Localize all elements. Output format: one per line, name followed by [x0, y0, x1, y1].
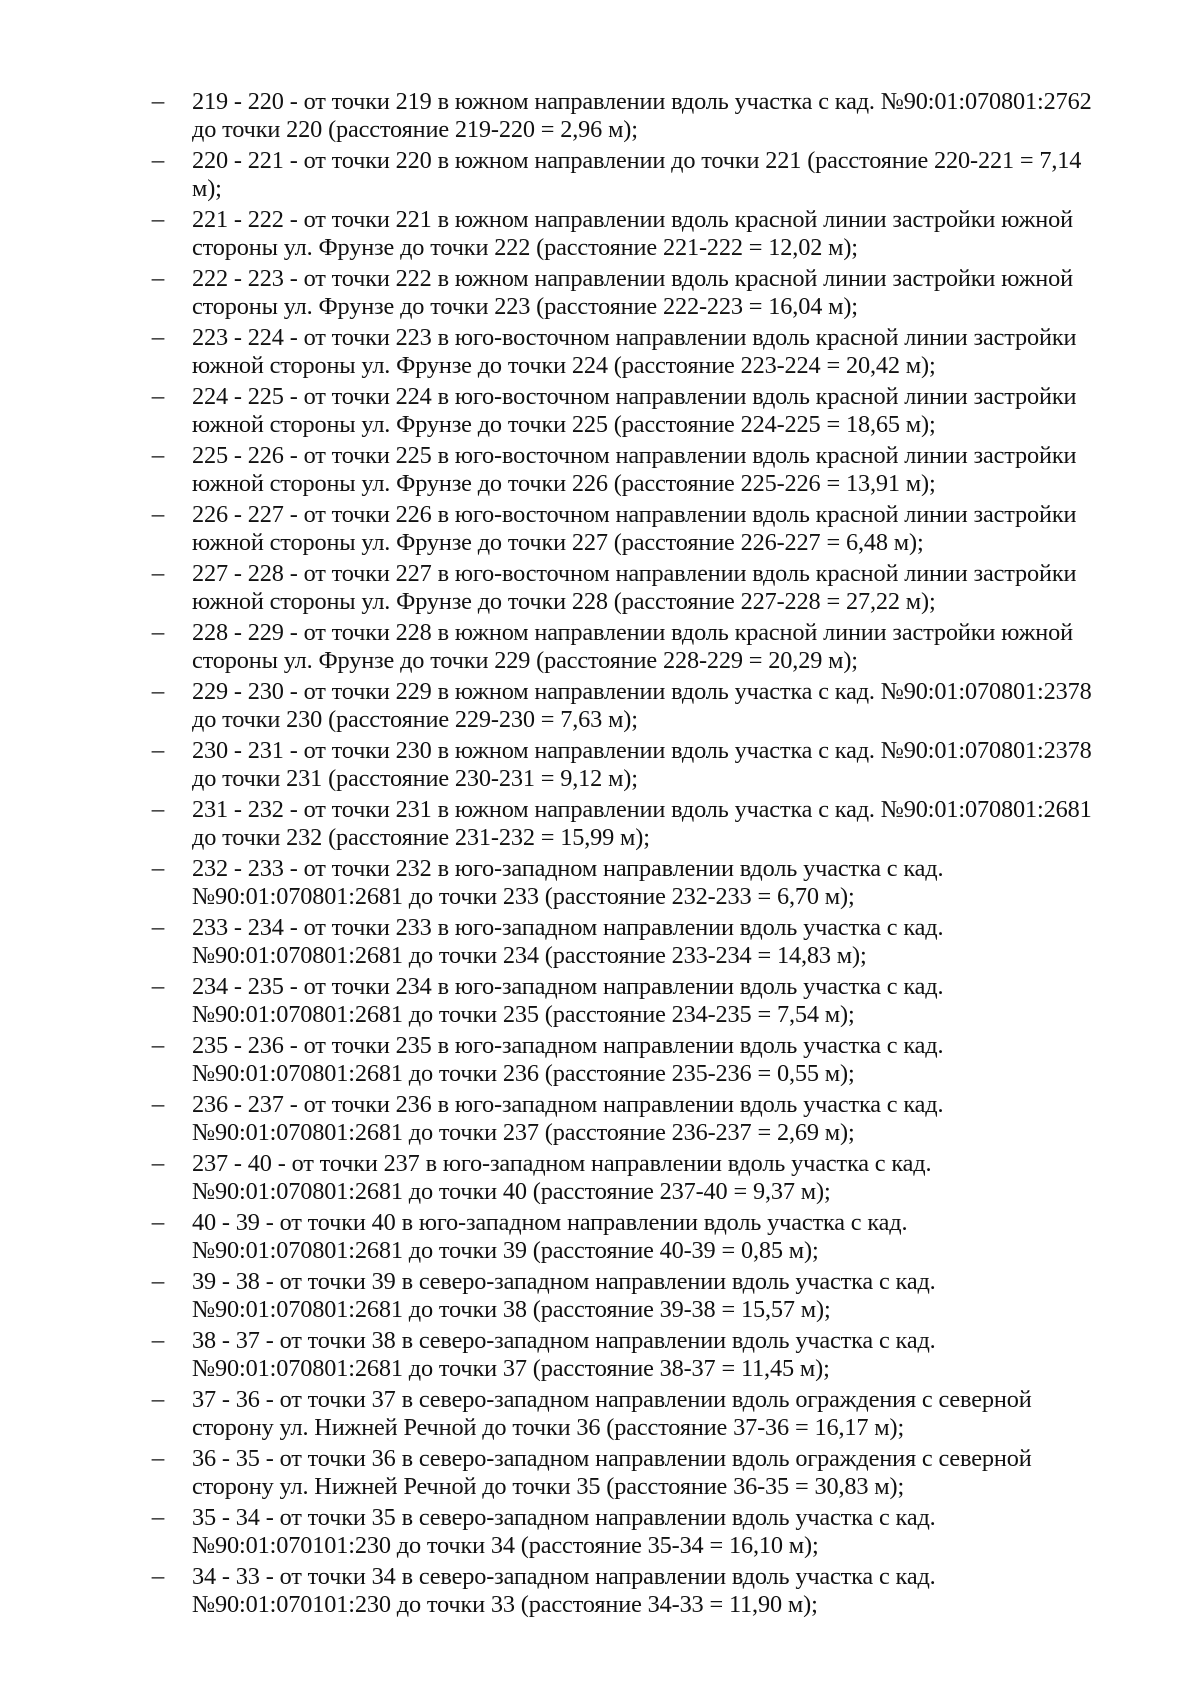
segment-line-continuation: №90:01:070801:2681 до точки 38 (расстояние 39-38 = 15,57 м);	[192, 1296, 831, 1323]
segment-line-continuation: №90:01:070801:2681 до точки 37 (расстояние 38-37 = 11,45 м);	[192, 1355, 830, 1382]
list-dash-marker: –	[151, 383, 165, 410]
segment-line-continuation: стороны ул. Фрунзе до точки 229 (расстояние 228-229 = 20,29 м);	[192, 647, 858, 674]
segment-line-continuation: южной стороны ул. Фрунзе до точки 228 (расстояние 227-228 = 27,22 м);	[192, 588, 936, 615]
segment-line-continuation: сторону ул. Нижней Речной до точки 36 (расстояние 37-36 = 16,17 м);	[192, 1414, 905, 1441]
list-item	[0, 1209, 1200, 1265]
list-item	[0, 1563, 1200, 1619]
list-dash-marker: –	[151, 1327, 165, 1354]
list-dash-marker: –	[151, 973, 165, 1000]
list-item	[0, 501, 1200, 557]
segment-line-first: 225 - 226 - от точки 225 в юго-восточном направлении вдоль красной линии застройки	[192, 442, 1077, 469]
list-item	[0, 560, 1200, 616]
segment-line-continuation: №90:01:070101:230 до точки 33 (расстояние 34-33 = 11,90 м);	[192, 1591, 818, 1618]
segment-line-first: 37 - 36 - от точки 37 в северо-западном направлении вдоль ограждения с северной	[192, 1386, 1032, 1413]
segment-line-continuation: южной стороны ул. Фрунзе до точки 225 (расстояние 224-225 = 18,65 м);	[192, 411, 936, 438]
segment-line-continuation: до точки 232 (расстояние 231-232 = 15,99 м);	[192, 824, 650, 851]
list-dash-marker: –	[151, 737, 165, 764]
list-item	[0, 206, 1200, 262]
list-dash-marker: –	[151, 1386, 165, 1413]
list-item	[0, 88, 1200, 144]
segment-line-first: 235 - 236 - от точки 235 в юго-западном направлении вдоль участка с кад.	[192, 1032, 944, 1059]
segment-line-continuation: №90:01:070801:2681 до точки 237 (расстояние 236-237 = 2,69 м);	[192, 1119, 855, 1146]
list-item	[0, 1268, 1200, 1324]
list-dash-marker: –	[151, 914, 165, 941]
list-dash-marker: –	[151, 206, 165, 233]
segment-line-first: 219 - 220 - от точки 219 в южном направлении вдоль участка с кад. №90:01:070801:2762	[192, 88, 1092, 115]
segment-line-continuation: стороны ул. Фрунзе до точки 223 (расстояние 222-223 = 16,04 м);	[192, 293, 858, 320]
list-dash-marker: –	[151, 265, 165, 292]
segment-line-first: 223 - 224 - от точки 223 в юго-восточном направлении вдоль красной линии застройки	[192, 324, 1077, 351]
list-item	[0, 737, 1200, 793]
list-item	[0, 1504, 1200, 1560]
segment-line-first: 228 - 229 - от точки 228 в южном направлении вдоль красной линии застройки южной	[192, 619, 1073, 646]
list-dash-marker: –	[151, 324, 165, 351]
segment-line-continuation: №90:01:070101:230 до точки 34 (расстояние 35-34 = 16,10 м);	[192, 1532, 819, 1559]
segment-line-first: 236 - 237 - от точки 236 в юго-западном направлении вдоль участка с кад.	[192, 1091, 944, 1118]
list-item	[0, 1032, 1200, 1088]
segment-line-continuation: м);	[192, 175, 222, 202]
list-item	[0, 383, 1200, 439]
list-item	[0, 1091, 1200, 1147]
segment-line-continuation: южной стороны ул. Фрунзе до точки 227 (расстояние 226-227 = 6,48 м);	[192, 529, 924, 556]
segment-line-continuation: стороны ул. Фрунзе до точки 222 (расстояние 221-222 = 12,02 м);	[192, 234, 858, 261]
list-item	[0, 324, 1200, 380]
segment-line-continuation: до точки 220 (расстояние 219-220 = 2,96 м);	[192, 116, 638, 143]
list-dash-marker: –	[151, 1032, 165, 1059]
list-item	[0, 1386, 1200, 1442]
segment-line-first: 231 - 232 - от точки 231 в южном направлении вдоль участка с кад. №90:01:070801:2681	[192, 796, 1092, 823]
segment-line-continuation: №90:01:070801:2681 до точки 236 (расстояние 235-236 = 0,55 м);	[192, 1060, 855, 1087]
segment-line-continuation: сторону ул. Нижней Речной до точки 35 (расстояние 36-35 = 30,83 м);	[192, 1473, 905, 1500]
segment-line-first: 232 - 233 - от точки 232 в юго-западном направлении вдоль участка с кад.	[192, 855, 944, 882]
list-item	[0, 619, 1200, 675]
segment-line-continuation: №90:01:070801:2681 до точки 40 (расстояние 237-40 = 9,37 м);	[192, 1178, 831, 1205]
list-dash-marker: –	[151, 501, 165, 528]
list-item	[0, 678, 1200, 734]
list-item	[0, 796, 1200, 852]
list-item	[0, 1150, 1200, 1206]
segment-line-continuation: до точки 231 (расстояние 230-231 = 9,12 м);	[192, 765, 638, 792]
segment-line-first: 221 - 222 - от точки 221 в южном направлении вдоль красной линии застройки южной	[192, 206, 1073, 233]
list-item	[0, 973, 1200, 1029]
list-dash-marker: –	[151, 442, 165, 469]
segment-line-continuation: южной стороны ул. Фрунзе до точки 226 (расстояние 225-226 = 13,91 м);	[192, 470, 936, 497]
list-dash-marker: –	[151, 1504, 165, 1531]
list-item	[0, 855, 1200, 911]
segment-line-first: 230 - 231 - от точки 230 в южном направлении вдоль участка с кад. №90:01:070801:2378	[192, 737, 1092, 764]
list-item	[0, 265, 1200, 321]
segment-line-continuation: южной стороны ул. Фрунзе до точки 224 (расстояние 223-224 = 20,42 м);	[192, 352, 936, 379]
segment-line-continuation: №90:01:070801:2681 до точки 233 (расстояние 232-233 = 6,70 м);	[192, 883, 855, 910]
list-item	[0, 442, 1200, 498]
segment-line-first: 226 - 227 - от точки 226 в юго-восточном направлении вдоль красной линии застройки	[192, 501, 1077, 528]
segment-line-first: 38 - 37 - от точки 38 в северо-западном направлении вдоль участка с кад.	[192, 1327, 936, 1354]
list-dash-marker: –	[151, 855, 165, 882]
list-dash-marker: –	[151, 1563, 165, 1590]
list-item	[0, 147, 1200, 203]
list-dash-marker: –	[151, 88, 165, 115]
segment-line-continuation: №90:01:070801:2681 до точки 235 (расстояние 234-235 = 7,54 м);	[192, 1001, 855, 1028]
segment-line-first: 222 - 223 - от точки 222 в южном направлении вдоль красной линии застройки южной	[192, 265, 1073, 292]
segment-line-continuation: №90:01:070801:2681 до точки 234 (расстояние 233-234 = 14,83 м);	[192, 942, 867, 969]
list-dash-marker: –	[151, 1268, 165, 1295]
segment-line-first: 224 - 225 - от точки 224 в юго-восточном направлении вдоль красной линии застройки	[192, 383, 1077, 410]
list-dash-marker: –	[151, 147, 165, 174]
list-dash-marker: –	[151, 1150, 165, 1177]
list-dash-marker: –	[151, 560, 165, 587]
list-dash-marker: –	[151, 678, 165, 705]
segment-line-first: 35 - 34 - от точки 35 в северо-западном направлении вдоль участка с кад.	[192, 1504, 936, 1531]
list-item	[0, 1327, 1200, 1383]
list-dash-marker: –	[151, 1209, 165, 1236]
segment-line-continuation: №90:01:070801:2681 до точки 39 (расстояние 40-39 = 0,85 м);	[192, 1237, 819, 1264]
list-dash-marker: –	[151, 796, 165, 823]
list-item	[0, 914, 1200, 970]
segment-line-first: 40 - 39 - от точки 40 в юго-западном направлении вдоль участка с кад.	[192, 1209, 908, 1236]
boundary-description-list	[0, 88, 1200, 1622]
segment-line-first: 237 - 40 - от точки 237 в юго-западном направлении вдоль участка с кад.	[192, 1150, 932, 1177]
segment-line-first: 34 - 33 - от точки 34 в северо-западном направлении вдоль участка с кад.	[192, 1563, 936, 1590]
segment-line-first: 227 - 228 - от точки 227 в юго-восточном направлении вдоль красной линии застройки	[192, 560, 1077, 587]
list-dash-marker: –	[151, 1445, 165, 1472]
list-dash-marker: –	[151, 1091, 165, 1118]
list-dash-marker: –	[151, 619, 165, 646]
segment-line-first: 233 - 234 - от точки 233 в юго-западном направлении вдоль участка с кад.	[192, 914, 944, 941]
segment-line-continuation: до точки 230 (расстояние 229-230 = 7,63 м);	[192, 706, 638, 733]
segment-line-first: 220 - 221 - от точки 220 в южном направлении до точки 221 (расстояние 220-221 = 7,14	[192, 147, 1082, 174]
segment-line-first: 234 - 235 - от точки 234 в юго-западном направлении вдоль участка с кад.	[192, 973, 944, 1000]
segment-line-first: 39 - 38 - от точки 39 в северо-западном направлении вдоль участка с кад.	[192, 1268, 936, 1295]
segment-line-first: 229 - 230 - от точки 229 в южном направлении вдоль участка с кад. №90:01:070801:2378	[192, 678, 1092, 705]
segment-line-first: 36 - 35 - от точки 36 в северо-западном направлении вдоль ограждения с северной	[192, 1445, 1032, 1472]
list-item	[0, 1445, 1200, 1501]
